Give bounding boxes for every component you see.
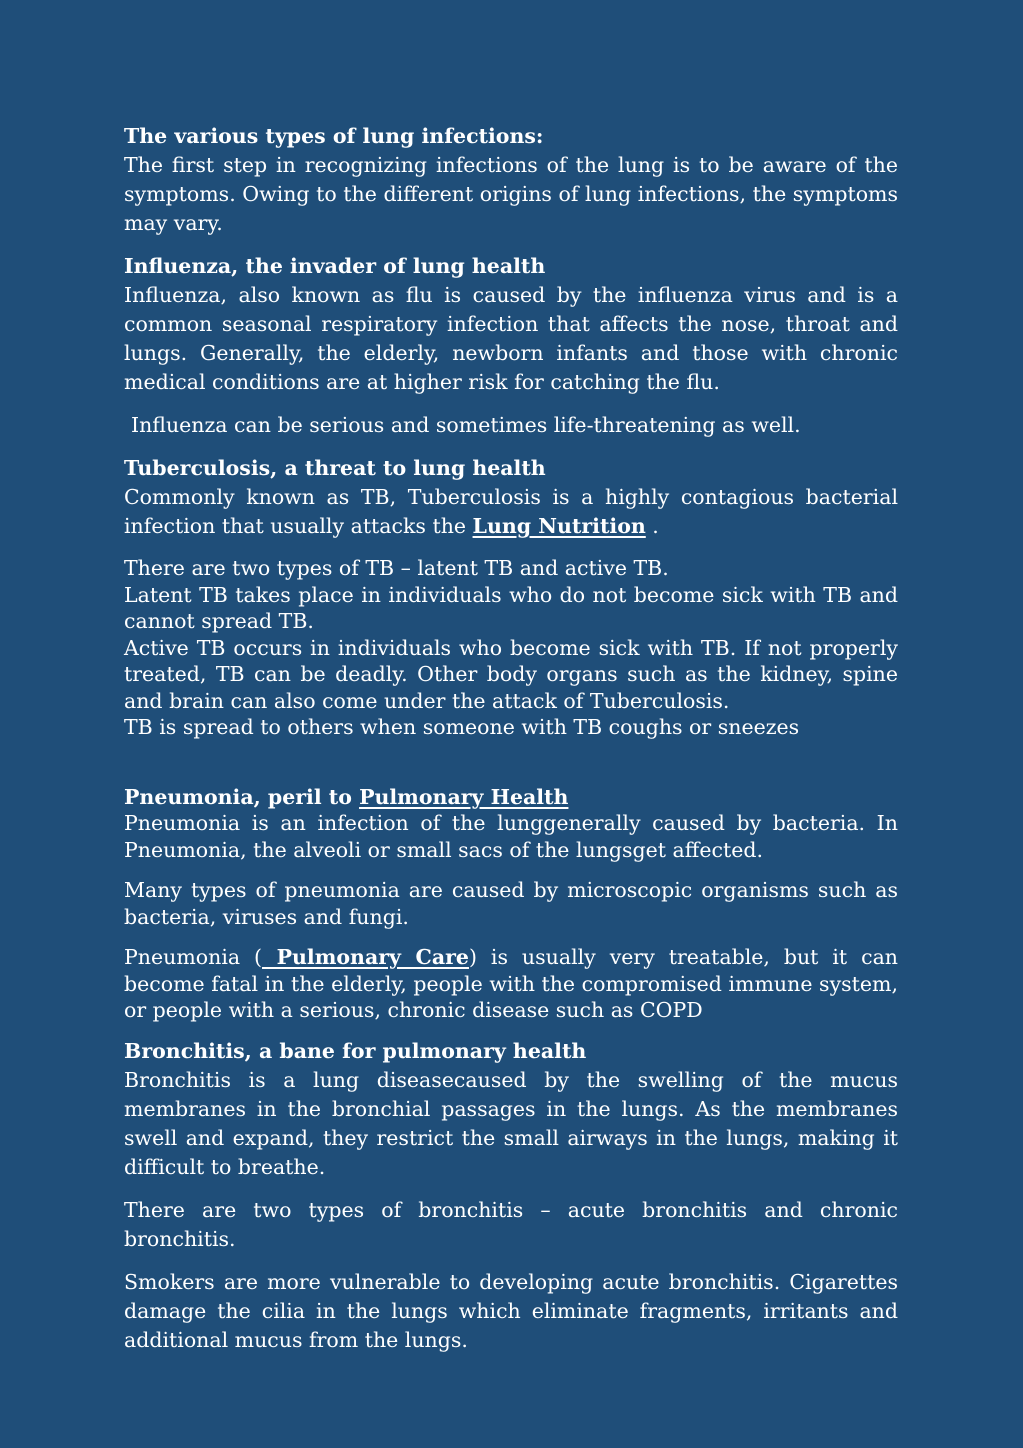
section-heading-pneumonia [124,784,898,811]
influenza-note: Influenza can be serious and sometimes life-threatening as well. [131,413,801,437]
section-body-pneumonia: Pneumonia is an infection of the lunggenerally caused by bacteria. In Pneumonia, the alveoli or small sacs of the lungsget affected. [124,811,898,862]
pneumonia-causes: Many types of pneumonia are caused by microscopic organisms such as bacteria, viruses and fungi. [124,878,898,929]
section-types [124,122,898,238]
section-heading-influenza: Influenza, the invader of lung health [124,254,546,278]
pulmonary-health-link[interactable]: Pulmonary Health [359,784,569,809]
tb-body-text: Commonly known as TB, Tuberculosis is a highly contagious bacterial infection that usually attacks the [124,485,898,538]
section-tuberculosis [124,454,898,741]
pneumonia-treatment [124,944,898,1024]
tb-details [124,555,898,741]
tb-spread: TB is spread to others when someone with TB coughs or sneezes [124,715,800,739]
section-body-types: The first step in recognizing infections of the lung is to be aware of the symptoms. Owing to the different origins of lung infections, the symptoms may vary. [124,153,898,235]
section-body-tuberculosis [124,483,898,541]
lung-nutrition-link[interactable]: Lung Nutrition [472,514,646,538]
section-influenza [124,252,898,440]
pneumonia-heading-text: Pneumonia, peril to [124,784,360,809]
section-bronchitis [124,1037,898,1355]
section-heading-types: The various types of lung infections: [124,124,544,148]
tb-active: Active TB occurs in individuals who become sick with TB. If not properly treated, TB can be deadly. Other body organs such as the kidney, spine and brain can also come under the attack of Tuberculosis. [124,635,898,713]
pneumonia-treat-rest: ) is usually very treatable, but it can become fatal in the elderly, people with the compromised immune system, or people with a serious, chronic disease such as COPD [124,945,898,1022]
document-page [124,122,898,1355]
section-body-bronchitis: Bronchitis is a lung diseasecaused by the swelling of the mucus membranes in the bronchial passages in the lungs. As the membranes swell and expand, they restrict the small airways in the lungs, making it difficult to breathe. [124,1067,898,1179]
tb-latent: Latent TB takes place in individuals who do not become sick with TB and cannot spread TB. [124,582,898,633]
pneumonia-treat-text: Pneumonia ( [124,945,263,969]
tb-body-end: . [645,514,659,538]
section-heading-tuberculosis: Tuberculosis, a threat to lung health [124,456,546,480]
pulmonary-care-link[interactable]: Pulmonary Care [262,945,469,969]
section-pneumonia [124,784,898,1024]
bronchitis-smokers: Smokers are more vulnerable to developing acute bronchitis. Cigarettes damage the cilia in the lungs which eliminate fragments, irritants and additional mucus from the lungs. [124,1269,898,1352]
section-heading-bronchitis: Bronchitis, a bane for pulmonary health [124,1038,587,1063]
bronchitis-types: There are two types of bronchitis – acute bronchitis and chronic bronchitis. [124,1197,898,1251]
section-body-influenza: Influenza, also known as flu is caused by the influenza virus and is a common seasonal respiratory infection that affects the nose, throat and lungs. Generally, the elderly, newborn infants and those with chronic medical conditions are at higher risk for catching the flu. [124,283,898,394]
tb-types: There are two types of TB – latent TB and active TB. [124,556,669,580]
